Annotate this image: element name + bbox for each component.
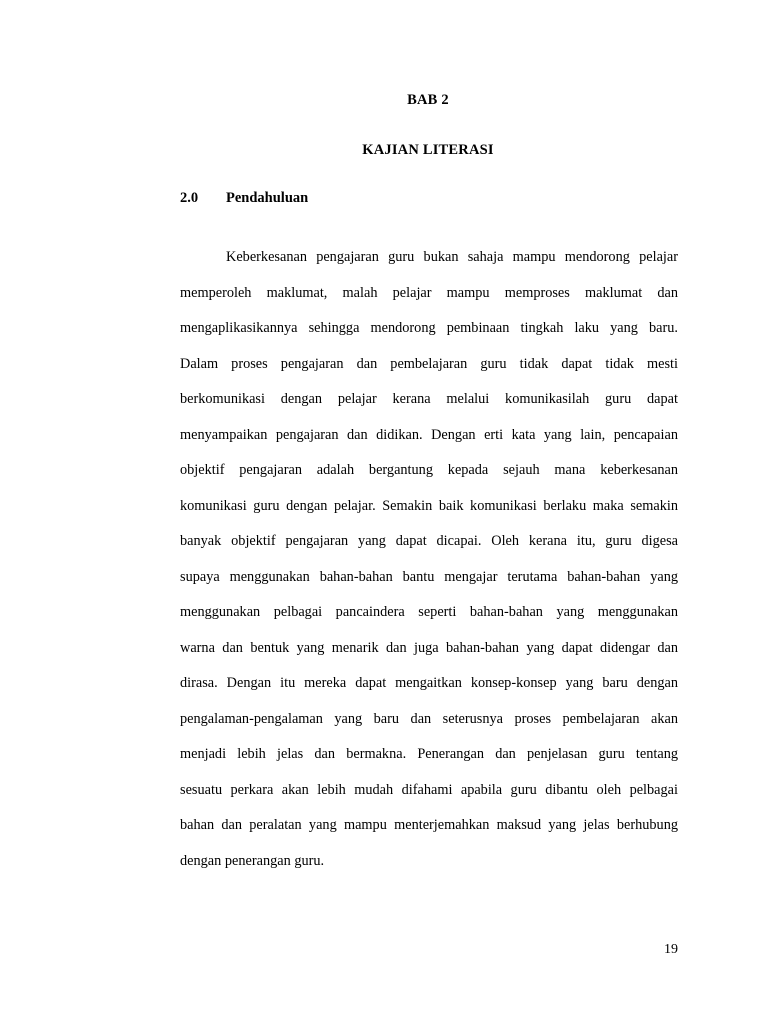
paragraph-line: menggunakan pelbagai pancaindera seperti bahan-bahan yang menggunakan [180,604,678,620]
section-heading [180,190,308,207]
paragraph-line: bahan dan peralatan yang mampu menterjemahkan maksud yang jelas berhubung [180,817,678,833]
paragraph-line: mengaplikasikannya sehingga mendorong pembinaan tingkah laku yang baru. [180,320,678,336]
chapter-label: BAB 2 [407,92,449,108]
paragraph-line: warna dan bentuk yang menarik dan juga bahan-bahan yang dapat didengar dan [180,639,678,656]
paragraph-line: dengan penerangan guru. [180,852,325,869]
paragraph-line: komunikasi guru dengan pelajar. Semakin baik komunikasi berlaku maka semakin [180,497,678,514]
paragraph-line: supaya menggunakan bahan-bahan bantu mengajar terutama bahan-bahan yang [180,568,678,585]
paragraph-line: memperoleh maklumat, malah pelajar mampu memproses maklumat dan [180,284,678,301]
paragraph-line: sesuatu perkara akan lebih mudah difahami apabila guru dibantu oleh pelbagai [180,781,678,798]
paragraph-line: menyampaikan pengajaran dan didikan. Dengan erti kata yang lain, pencapaian [180,426,678,443]
paragraph-line: objektif pengajaran adalah bergantung kepada sejauh mana keberkesanan [180,462,678,478]
paragraph-line: banyak objektif pengajaran yang dapat dicapai. Oleh kerana itu, guru digesa [180,533,678,549]
section-title: Pendahuluan [226,190,309,206]
paragraph-line: Dalam proses pengajaran dan pembelajaran guru tidak dapat tidak mesti [180,355,678,372]
body-paragraph [180,240,678,879]
paragraph-line: dirasa. Dengan itu mereka dapat mengaitkan konsep-konsep yang baru dengan [180,675,678,691]
paragraph-line: Keberkesanan pengajaran guru bukan sahaja mampu mendorong pelajar [226,249,678,265]
chapter-title: KAJIAN LITERASI [362,142,494,158]
section-number: 2.0 [180,190,199,206]
paragraph-line: berkomunikasi dengan pelajar kerana melalui komunikasilah guru dapat [180,391,678,407]
paragraph-line: menjadi lebih jelas dan bermakna. Penerangan dan penjelasan guru tentang [180,746,678,762]
page-number: 19 [664,942,678,957]
paragraph-line: pengalaman-pengalaman yang baru dan seterusnya proses pembelajaran akan [180,710,678,727]
